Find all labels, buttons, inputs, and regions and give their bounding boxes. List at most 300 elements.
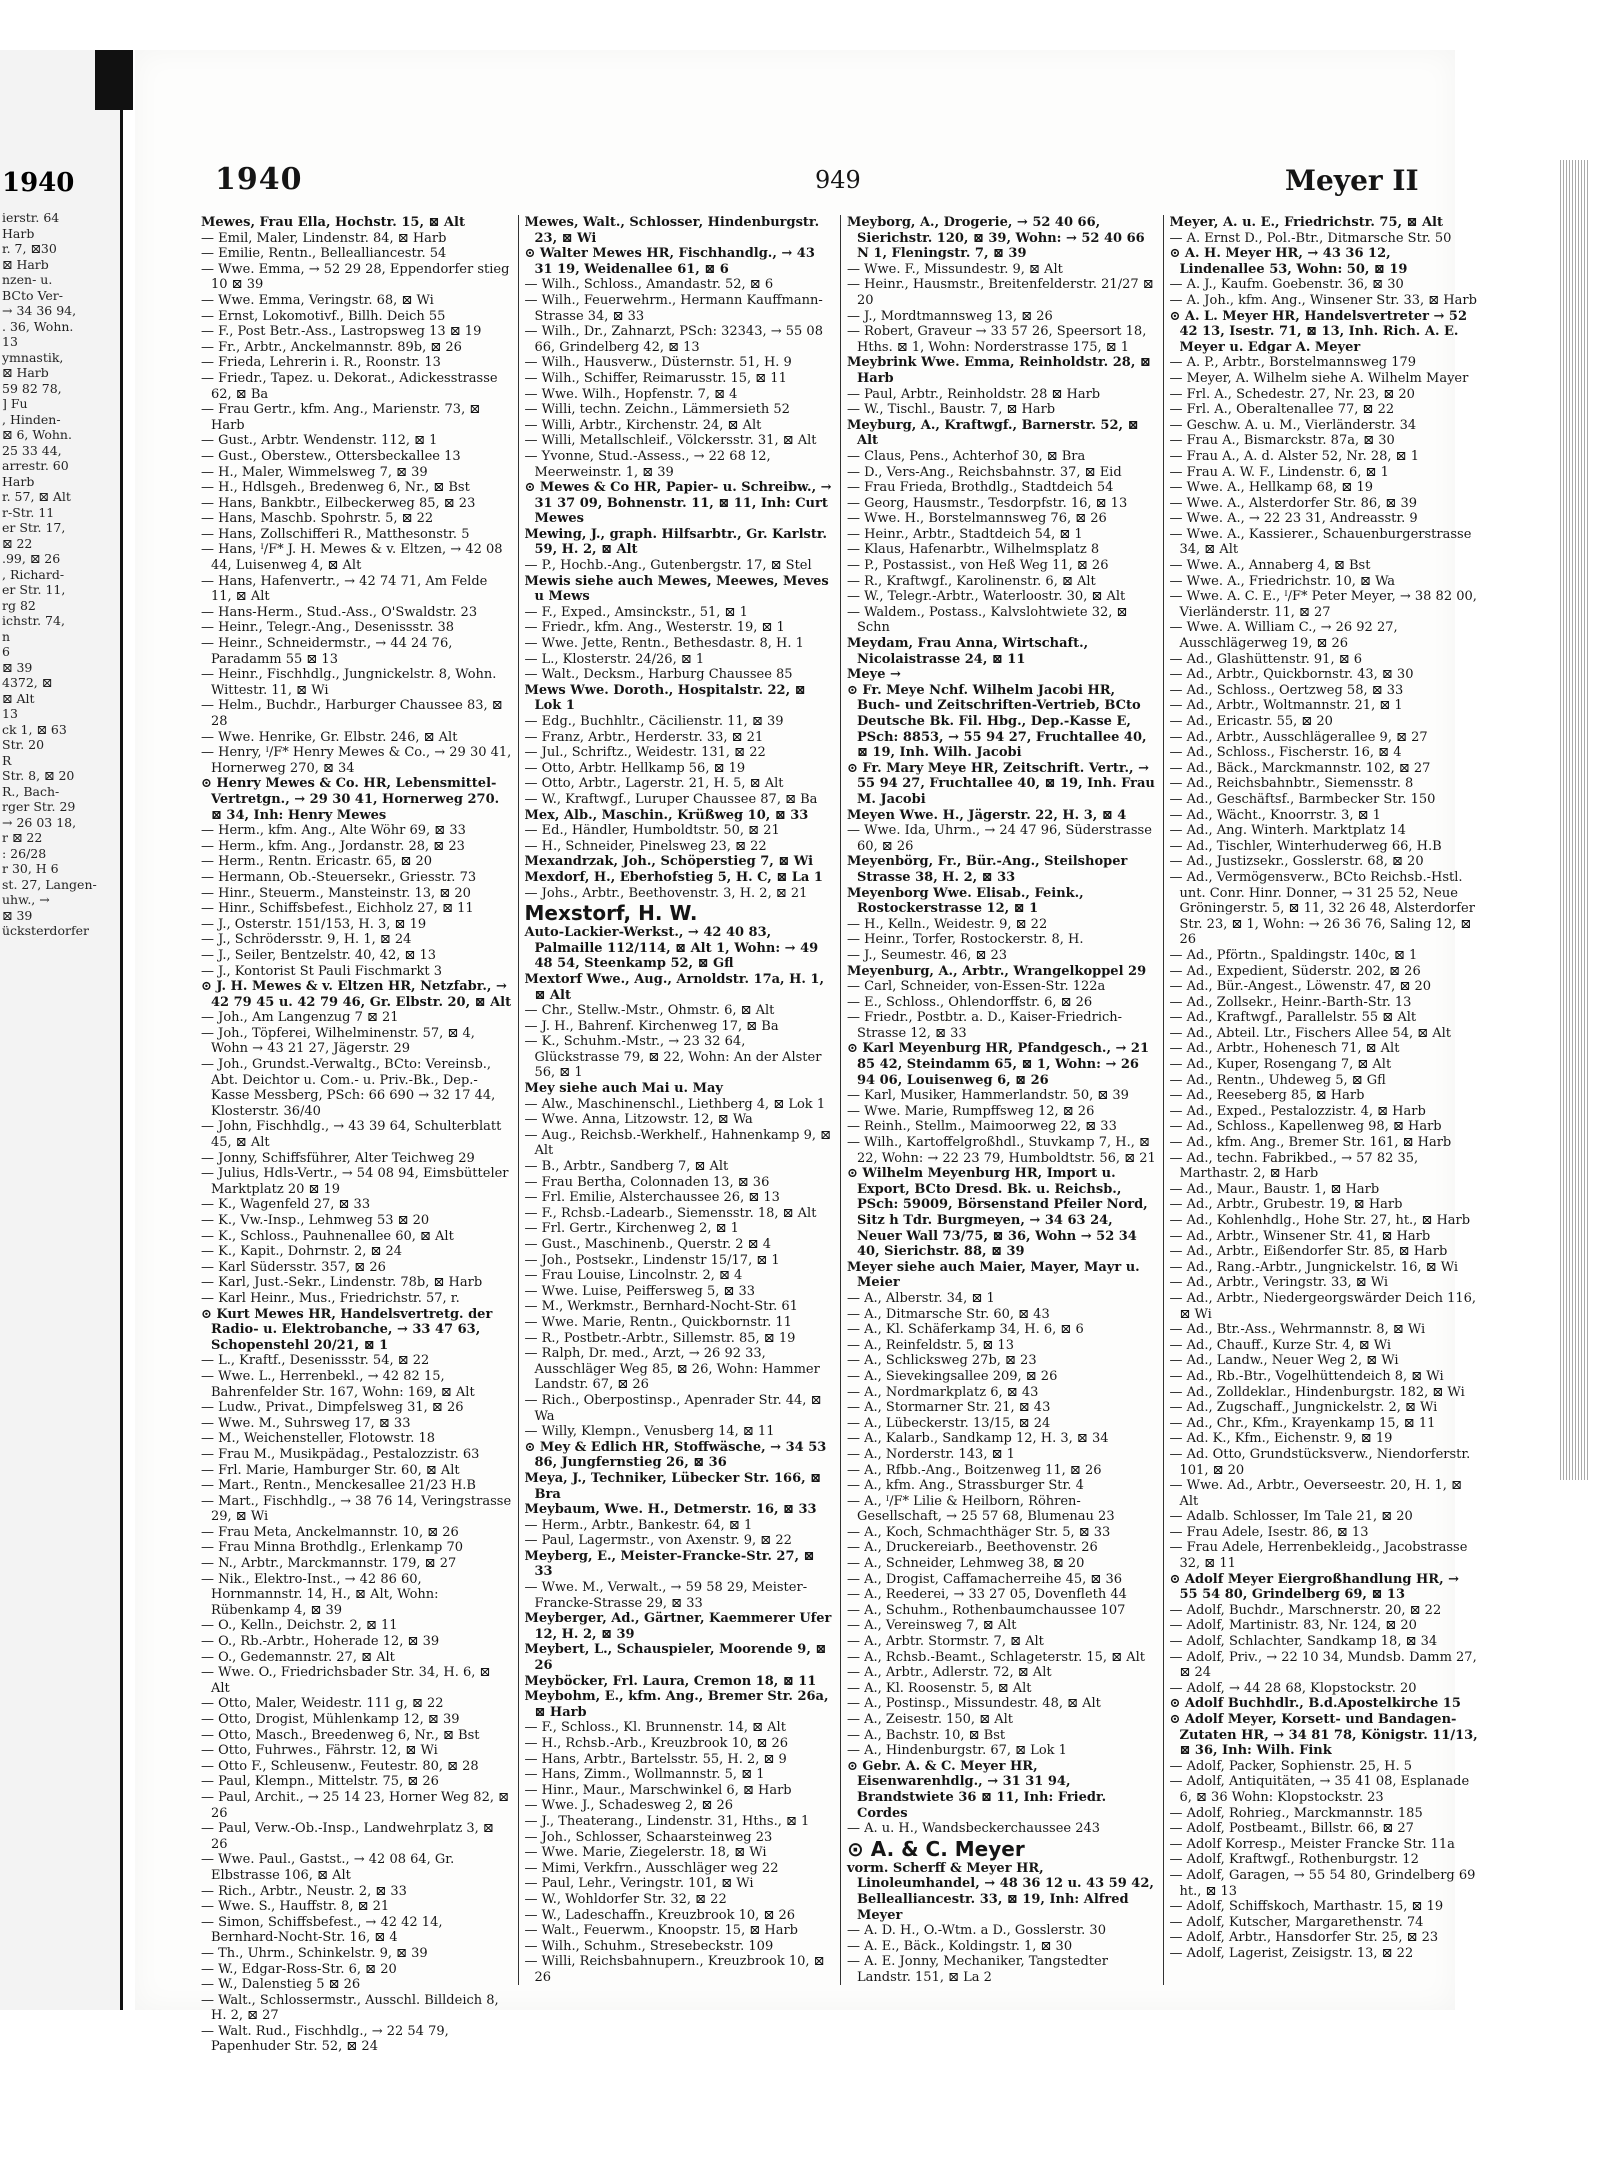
entry-text: Mextorf Wwe., Aug., Arnoldstr. 17a, H. 1, ⊠ Alt (524, 971, 824, 1003)
entry-text: — Yvonne, Stud.-Assess., → 22 68 12, Meerweinstr. 1, ⊠ 39 (524, 448, 771, 480)
directory-entry (1170, 511, 1480, 527)
entry-text: Meydam, Frau Anna, Wirtschaft., Nicolaistrasse 24, ⊠ 11 (847, 636, 1089, 667)
directory-entry (847, 1307, 1157, 1323)
directory-entry (525, 1112, 835, 1128)
directory-entry (525, 605, 835, 621)
directory-entry (201, 620, 512, 636)
entry-text: — Frau Minna Brothdlg., Erlenkamp 70 (201, 1540, 463, 1556)
entry-text: — Joh., Am Langenzug 7 ⊠ 21 (201, 1010, 399, 1026)
entry-text: ⊙ Adolf Meyer, Korsett- und Bandagen-Zutaten HR, → 34 81 78, Königstr. 11/13, ⊠ 36, Inh: Wilh. Fink (1169, 1712, 1478, 1759)
entry-text: — A., Norderstr. 143, ⊠ 1 (847, 1446, 1015, 1462)
directory-entry (201, 1665, 512, 1696)
entry-text: — Otto, Fuhrwes., Fährstr. 12, ⊠ Wi (201, 1743, 438, 1759)
directory-entry (525, 1253, 835, 1269)
left-page-line: 4372, ⊠ (2, 675, 53, 690)
entry-text: — H., Hdlsgeh., Bredenweg 6, Nr., ⊠ Bst (201, 480, 470, 496)
entry-text: — Wwe. Emma, → 52 29 28, Eppendorfer stieg 10 ⊠ 39 (201, 261, 510, 293)
directory-entry (201, 901, 512, 917)
entry-text: — Hermann, Ob.-Steuersekr., Griesstr. 73 (201, 869, 477, 885)
directory-entry (201, 324, 512, 340)
directory-entry (201, 402, 512, 433)
left-page-line: ücksterdorfer (2, 923, 89, 938)
entry-text: — J. H., Bahrenf. Kirchenweg 17, ⊠ Ba (524, 1018, 779, 1034)
directory-entry (1170, 1509, 1480, 1525)
directory-entry (1170, 1010, 1480, 1026)
directory-entry (847, 402, 1157, 418)
directory-entry (847, 1572, 1157, 1588)
directory-entry (1170, 1057, 1480, 1073)
directory-entry (201, 1353, 512, 1369)
directory-entry (1170, 839, 1480, 855)
directory-entry (1170, 309, 1480, 356)
entry-text: — Wilh., Feuerwehrm., Hermann Kauffmann-Strasse 34, ⊠ 33 (524, 292, 823, 324)
entry-text: — K., Kapit., Dohrnstr. 2, ⊠ 24 (201, 1244, 403, 1260)
entry-text: Meyberg, E., Meister-Francke-Str. 27, ⊠ 33 (524, 1548, 815, 1580)
entry-text: ⊙ J. H. Mewes & v. Eltzen HR, Netzfabr., → 42 79 45 u. 42 79 46, Gr. Elbstr. 20, ⊠ Alt (201, 979, 512, 1010)
directory-page (135, 50, 1478, 2055)
entry-text: — Ad., Reichsbahnbtr., Siemensstr. 8 (1169, 776, 1414, 792)
entry-text: — A., Stormarner Str. 21, ⊠ 43 (847, 1400, 1051, 1416)
entry-text: — Adolf, Arbtr., Hansdorfer Str. 25, ⊠ 23 (1169, 1930, 1439, 1946)
directory-entry (525, 1892, 835, 1908)
directory-entry (525, 1346, 835, 1393)
entry-text: — A., Ditmarsche Str. 60, ⊠ 43 (847, 1306, 1050, 1322)
entry-text: — Adolf Korresp., Meister Francke Str. 11a (1169, 1836, 1455, 1852)
entry-text: — Ad., Kraftwgf., Parallelstr. 55 ⊠ Alt (1169, 1010, 1417, 1026)
left-page-line: rger Str. 29 (2, 799, 76, 814)
left-page-line: r ⊠ 22 (2, 830, 43, 845)
entry-text: — Jonny, Schiffsführer, Alter Teichweg 29 (201, 1150, 475, 1166)
directory-entry (201, 1962, 512, 1978)
entry-text: — Ad., Chauff., Kurze Str. 4, ⊠ Wi (1169, 1337, 1392, 1353)
entry-text: — Hinr., Schiffsbefest., Eichholz 27, ⊠ 11 (201, 901, 474, 917)
entry-text: — Adolf, Priv., → 22 10 34, Mundsb. Damm 27, ⊠ 24 (1169, 1649, 1477, 1681)
entry-text: — Walt., Decksm., Harburg Chaussee 85 (524, 667, 793, 683)
directory-entry (847, 808, 1157, 824)
entry-text: — Ad., Arbtr., Quickbornstr. 43, ⊠ 30 (1169, 667, 1414, 683)
entry-text: — F., Exped., Amsinckstr., 51, ⊠ 1 (524, 604, 748, 620)
directory-entry (201, 511, 512, 527)
directory-entry (847, 215, 1157, 262)
directory-entry (201, 698, 512, 729)
directory-entry (1170, 402, 1480, 418)
directory-entry (525, 1939, 835, 1955)
left-page-fragment (0, 50, 123, 2010)
entry-text: — Wwe. Anna, Litzowstr. 12, ⊠ Wa (524, 1112, 753, 1128)
entry-text: — Wwe. Marie, Rumpffsweg 12, ⊠ 26 (847, 1103, 1095, 1119)
entry-text: — A. E., Bäck., Koldingstr. 1, ⊠ 30 (847, 1938, 1073, 1954)
directory-entry (847, 1681, 1157, 1697)
directory-entry (201, 667, 512, 698)
column-4 (1163, 215, 1486, 1985)
directory-entry (847, 1400, 1157, 1416)
entry-text: — A., Schneider, Lehmweg 38, ⊠ 20 (847, 1556, 1085, 1572)
entry-text: — Ad., Expedient, Süderstr. 202, ⊠ 26 (1169, 963, 1421, 979)
entry-text: — Wwe. H., Borstelmannsweg 76, ⊠ 26 (847, 511, 1107, 527)
entry-text: — Heinr., Fischhdlg., Jungnickelstr. 8, Wohn. Wittestr. 11, ⊠ Wi (201, 667, 497, 698)
directory-entry (201, 1197, 512, 1213)
directory-entry (1170, 433, 1480, 449)
left-page-line: ierstr. 64 (2, 210, 60, 225)
entry-text: — M., Weichensteller, Flotowstr. 18 (201, 1431, 436, 1447)
entry-text: — Wilh., Schuhm., Stresebeckstr. 109 (524, 1938, 774, 1954)
directory-entry (847, 262, 1157, 278)
entry-text: — Wwe. A., → 22 23 31, Andreasstr. 9 (1169, 511, 1418, 527)
directory-entry (847, 917, 1157, 933)
entry-text: — Paul, Klempn., Mittelstr. 75, ⊠ 26 (201, 1774, 439, 1790)
entry-text: Meyborg, A., Drogerie, → 52 40 66, Sierichstr. 120, ⊠ 39, Wohn: → 52 40 66 N 1, Fleningstr. 7, ⊠ 39 (847, 215, 1145, 262)
directory-entry (201, 839, 512, 855)
entry-text: — A., Bachstr. 10, ⊠ Bst (847, 1727, 1006, 1743)
left-page-line: ] Fu (2, 396, 28, 411)
directory-entry (525, 1190, 835, 1206)
entry-text: — Ad., Zugschaff., Jungnickelstr. 2, ⊠ Wi (1169, 1400, 1438, 1416)
left-page-line: 25 33 44, (2, 442, 62, 458)
entry-text: — W., Kraftwgf., Luruper Chaussee 87, ⊠ Ba (524, 791, 818, 807)
entry-text: — Hinr., Steuerm., Mansteinstr. 13, ⊠ 20 (201, 885, 471, 901)
entry-text: Mexdorf, H., Eberhofstieg 5, H. C, ⊠ La 1 (524, 869, 823, 885)
directory-entry (847, 511, 1157, 527)
directory-entry (525, 402, 835, 418)
entry-text: — Wwe. O., Friedrichsbader Str. 34, H. 6, ⊠ Alt (201, 1665, 491, 1696)
directory-entry (1170, 1868, 1480, 1899)
entry-text: — Ad., Exped., Pestalozzistr. 4, ⊠ Harb (1169, 1103, 1426, 1119)
left-page-line: ⊠ Harb (2, 256, 49, 272)
entry-text: — Julius, Hdls-Vertr., → 54 08 94, Eimsbütteler Marktplatz 20 ⊠ 19 (201, 1166, 509, 1197)
entry-text: — K., Vw.-Insp., Lehmweg 53 ⊠ 20 (201, 1213, 430, 1228)
entry-text: — Adolf, Schiffskoch, Marthastr. 15, ⊠ 19 (1169, 1899, 1444, 1915)
directory-entry (1170, 449, 1480, 465)
entry-text: — Wwe. A., Annaberg 4, ⊠ Bst (1169, 558, 1371, 574)
entry-text: — Ad., Zollsekr., Heinr.-Barth-Str. 13 (1169, 994, 1412, 1010)
directory-entry (847, 1634, 1157, 1650)
directory-entry (201, 1821, 512, 1852)
entry-text: Mex, Alb., Maschin., Krüßweg 10, ⊠ 33 (524, 807, 809, 823)
entry-text: — Mart., Fischhdlg., → 38 76 14, Veringstrasse 29, ⊠ Wi (201, 1493, 512, 1525)
directory-entry (525, 1689, 835, 1720)
entry-text: ⊙ Wilhelm Meyenburg HR, Import u. Export, BCto Dresd. Bk. u. Reichsb., PSch: 59009, Börsenstand Pfeiler Nord, Sitz h Tdr. Burgmeyen, → 34 63 24, Neuer Wall 73/75, ⊠ 36, Wohn → 52 34 40, Sierichstr. 88, ⊠ 39 (847, 1166, 1148, 1260)
left-page-line: r. 57, ⊠ Alt (2, 489, 71, 504)
entry-text: — A., Druckereiarb., Beethovenstr. 26 (847, 1540, 1098, 1556)
directory-entry (847, 324, 1157, 355)
directory-entry (525, 1097, 835, 1113)
entry-text: — Wwe. J., Schadesweg 2, ⊠ 26 (524, 1798, 734, 1814)
directory-entry (201, 1369, 512, 1400)
directory-entry (201, 340, 512, 356)
entry-text: — Wwe. A., Kassierer., Schauenburgerstrasse 34, ⊠ Alt (1169, 526, 1472, 558)
entry-text: — Henry, ᴵ/F* Henry Mewes & Co., → 29 30 41, Hornerweg 270, ⊠ 34 (201, 745, 512, 776)
entry-text: — Frl. Marie, Hamburger Str. 60, ⊠ Alt (201, 1462, 460, 1478)
entry-text: — Ernst, Lokomotivf., Billh. Deich 55 (201, 308, 446, 324)
entry-text: — Hans, Zimm., Wollmannstr. 5, ⊠ 1 (524, 1767, 765, 1783)
directory-entry (847, 542, 1157, 558)
directory-entry (1170, 1338, 1480, 1354)
entry-text: — Otto, Arbtr., Lagerstr. 21, H. 5, ⊠ Alt (524, 776, 784, 792)
entry-text: — W., Dalenstieg 5 ⊠ 26 (201, 1977, 361, 1993)
left-page-line: R (2, 752, 12, 768)
directory-entry (847, 1369, 1157, 1385)
directory-entry (1170, 620, 1480, 651)
directory-entry (525, 1159, 835, 1175)
directory-entry (1170, 995, 1480, 1011)
directory-entry (847, 1603, 1157, 1619)
directory-entry (525, 683, 835, 714)
directory-entry (201, 1151, 512, 1167)
directory-entry (1170, 1681, 1480, 1697)
directory-entry (1170, 1837, 1480, 1853)
directory-entry (525, 652, 835, 668)
directory-entry (1170, 371, 1480, 387)
left-page-text (2, 210, 97, 939)
entry-text: — Walt. Rud., Fischhdlg., → 22 54 79, Papenhuder Str. 52, ⊠ 24 (201, 2023, 449, 2055)
entry-text: ⊙ A. L. Meyer HR, Handelsvertreter → 52 42 13, Isestr. 71, ⊠ 13, Inh. Rich. A. E. Meyer u. Edgar A. Meyer (1169, 308, 1467, 355)
entry-text: — O., Kelln., Deichstr. 2, ⊠ 11 (201, 1618, 398, 1634)
directory-entry (201, 1291, 512, 1307)
directory-entry (1170, 761, 1480, 777)
directory-entry (1170, 1774, 1480, 1805)
directory-entry (201, 480, 512, 496)
directory-entry (1170, 1275, 1480, 1291)
directory-entry (201, 1977, 512, 1993)
directory-entry (525, 1393, 835, 1424)
entry-text: — F., Post Betr.-Ass., Lastropsweg 13 ⊠ 19 (201, 324, 482, 340)
entry-text: — Chr., Stellw.-Mstr., Ohmstr. 6, ⊠ Alt (524, 1003, 775, 1019)
left-page-line: ⊠ 39 (2, 907, 33, 923)
directory-entry (525, 792, 835, 808)
directory-entry (847, 496, 1157, 512)
directory-entry (847, 1291, 1157, 1307)
directory-entry (525, 1081, 835, 1097)
entry-text: — A., ᴵ/F* Lilie & Heilborn, Röhren-Gesellschaft, → 25 57 68, Blumenau 23 (847, 1493, 1115, 1525)
left-page-line: arrestr. 60 (2, 458, 69, 473)
directory-entry (201, 1525, 512, 1541)
entry-text: — A., Schuhm., Rothenbaumchaussee 107 (847, 1602, 1126, 1618)
entry-text: — Mart., Rentn., Menckesallee 21/23 H.B (201, 1478, 476, 1494)
directory-entry (1170, 465, 1480, 481)
directory-entry (1170, 1712, 1480, 1759)
directory-entry (525, 1580, 835, 1611)
directory-entry (847, 1338, 1157, 1354)
entry-text: — Ad., Schloss., Kapellenweg 98, ⊠ Harb (1169, 1119, 1442, 1135)
directory-entry (847, 1712, 1157, 1728)
entry-text: — Helm., Buchdr., Harburger Chaussee 83, ⊠ 28 (201, 698, 503, 729)
directory-entry (1170, 574, 1480, 590)
directory-entry (525, 277, 835, 293)
directory-entry (847, 1759, 1157, 1821)
directory-entry (847, 683, 1157, 761)
directory-entry (525, 1019, 835, 1035)
directory-entry (525, 293, 835, 324)
entry-text: — Wwe. F., Missundestr. 9, ⊠ Alt (847, 261, 1063, 277)
left-page-line: .99, ⊠ 26 (2, 551, 61, 566)
left-page-year: 1940 (2, 168, 75, 198)
directory-entry (1170, 1821, 1480, 1837)
directory-entry (201, 1478, 512, 1494)
directory-entry (525, 1315, 835, 1331)
directory-entry (525, 1767, 835, 1783)
entry-text: Meya, J., Techniker, Lübecker Str. 166, ⊠ Bra (524, 1470, 822, 1502)
entry-text: — Karl, Just.-Sekr., Lindenstr. 78b, ⊠ Harb (201, 1275, 483, 1291)
directory-entry (847, 1447, 1157, 1463)
entry-text: — Paul, Verw.-Ob.-Insp., Landwehrplatz 3, ⊠ 26 (201, 1821, 494, 1852)
entry-text: — Ad., Abteil. Ltr., Fischers Allee 54, ⊠ Alt (1169, 1025, 1452, 1041)
directory-entry (525, 870, 835, 886)
directory-entry (847, 1525, 1157, 1541)
directory-entry (847, 1923, 1157, 1939)
entry-text: — Ad., Arbtr., Winsener Str. 41, ⊠ Harb (1169, 1228, 1431, 1244)
entry-text: — Robert, Graveur → 33 57 26, Speersort 18, Hths. ⊠ 1, Wohn: Norderstrasse 175, ⊠ 1 (847, 324, 1147, 355)
left-page-line: → 26 03 18, (2, 814, 77, 830)
directory-entry (525, 1518, 835, 1534)
left-page-line: R., Bach- (2, 783, 60, 799)
entry-text: — E., Schloss., Ohlendorffstr. 6, ⊠ 26 (847, 994, 1093, 1010)
entry-text: — Walt., Schlossermstr., Ausschl. Billdeich 8, H. 2, ⊠ 27 (201, 1992, 499, 2024)
entry-text: — J., Mordtmannsweg 13, ⊠ 26 (847, 308, 1053, 324)
entry-text: — Frl. A., Oberaltenallee 77, ⊠ 22 (1169, 402, 1395, 418)
entry-text: Mexandrzak, Joh., Schöperstieg 7, ⊠ Wi (524, 854, 814, 870)
directory-entry (1170, 1431, 1480, 1447)
directory-entry (201, 542, 512, 573)
entry-text: — Willi, Metallschleif., Völckersstr. 31, ⊠ Alt (524, 433, 817, 449)
entry-text: — Adolf, Packer, Sophienstr. 25, H. 5 (1169, 1758, 1413, 1774)
directory-entry (1170, 683, 1480, 699)
entry-text: Auto-Lackier-Werkst., → 42 40 83, Palmaille 112/114, ⊠ Alt 1, Wohn: → 49 48 54, Steenkamp 52, ⊠ Gfl (524, 925, 819, 972)
directory-entry (201, 1119, 512, 1150)
entry-text: — Willi, techn. Zeichn., Lämmersieth 52 (524, 402, 790, 418)
directory-entry (847, 605, 1157, 636)
entry-text: — Wwe. Paul., Gastst., → 42 08 64, Gr. Elbstrasse 106, ⊠ Alt (201, 1852, 455, 1883)
entry-text: — A. J., Kaufm. Goebenstr. 36, ⊠ 30 (1169, 277, 1404, 293)
directory-entry (1170, 1478, 1480, 1509)
entry-text: — Wwe. M., Verwalt., → 59 58 29, Meister-Francke-Strasse 29, ⊠ 33 (524, 1580, 808, 1611)
entry-text: — A., Arbtr. Stormstr. 7, ⊠ Alt (847, 1634, 1044, 1650)
directory-entry (201, 1993, 512, 2024)
directory-entry (1170, 1213, 1480, 1229)
entry-text: — A. P., Arbtr., Borstelmannsweg 179 (1169, 355, 1417, 371)
directory-entry (847, 1088, 1157, 1104)
entry-text: — Ad., Arbtr., Eißendorfer Str. 85, ⊠ Harb (1169, 1244, 1448, 1260)
directory-entry (1170, 1634, 1480, 1650)
directory-entry (847, 1135, 1157, 1166)
entry-text: — Paul, Lagermstr., von Axenstr. 9, ⊠ 22 (524, 1533, 792, 1549)
directory-entry (847, 480, 1157, 496)
entry-text: Meyen Wwe. H., Jägerstr. 22, H. 3, ⊠ 4 (847, 807, 1127, 823)
directory-entry (525, 901, 835, 925)
directory-entry (1170, 1229, 1480, 1245)
entry-text: — Herm., kfm. Ang., Jordanstr. 28, ⊠ 23 (201, 838, 465, 854)
entry-text: — Willy, Klempn., Venusberg 14, ⊠ 11 (524, 1424, 775, 1440)
entry-text: — Wwe. Marie, Rentn., Quickbornstr. 11 (524, 1314, 792, 1330)
directory-entry (1170, 293, 1480, 309)
entry-text: — Adolf, Antiquitäten, → 35 41 08, Esplanade 6, ⊠ 36 Wohn: Klopstockstr. 23 (1169, 1774, 1470, 1805)
directory-entry (525, 1206, 835, 1222)
directory-entry (847, 995, 1157, 1011)
directory-entry (1170, 1447, 1480, 1478)
left-page-line: st. 27, Langen- (2, 876, 97, 892)
entry-text: — Adolf, Buchdr., Marschnerstr. 20, ⊠ 22 (1169, 1602, 1442, 1618)
entry-text: — Willi, Reichsbahnupern., Kreuzbrook 10, ⊠ 26 (524, 1954, 825, 1985)
directory-entry (1170, 1073, 1480, 1089)
directory-entry (201, 1463, 512, 1479)
directory-entry (847, 667, 1157, 683)
entry-text: — Frau Louise, Lincolnstr. 2, ⊠ 4 (524, 1268, 743, 1284)
entry-text: — Heinr., Torfer, Rostockerstr. 8, H. (847, 932, 1084, 948)
entry-text: — W., Tischl., Baustr. 7, ⊠ Harb (847, 402, 1056, 418)
entry-text: — Hans, Maschb. Spohrstr. 5, ⊠ 22 (201, 511, 434, 527)
directory-entry (525, 1861, 835, 1877)
directory-entry (525, 1237, 835, 1253)
directory-entry (1170, 215, 1480, 231)
entry-text: — Gust., Oberstew., Ottersbeckallee 13 (201, 448, 461, 464)
directory-entry (201, 1540, 512, 1556)
directory-entry (201, 932, 512, 948)
entry-text: — Joh., Schlosser, Schaarsteinweg 23 (524, 1829, 773, 1845)
entry-text: — Ad., kfm. Ang., Bremer Str. 161, ⊠ Harb (1169, 1135, 1452, 1151)
directory-entry (201, 964, 512, 980)
entry-text: — P., Postassist., von Heß Weg 11, ⊠ 26 (847, 558, 1109, 574)
entry-text: Meyböcker, Frl. Laura, Cremon 18, ⊠ 11 (524, 1673, 817, 1689)
entry-text: — F., Rchsb.-Ladearb., Siemensstr. 18, ⊠ Alt (524, 1205, 817, 1221)
entry-text: Meyer siehe auch Maier, Mayer, Mayr u. Meier (847, 1259, 1140, 1291)
entry-text: — Heinr., Hausmstr., Breitenfelderstr. 21/27 ⊠ 20 (847, 277, 1154, 308)
page-number: 949 (815, 166, 861, 194)
entry-text: — Frau Meta, Anckelmannstr. 10, ⊠ 26 (201, 1524, 459, 1540)
directory-entry (1170, 776, 1480, 792)
entry-text: — Waldem., Postass., Kalvslohtwiete 32, ⊠ Schn (847, 604, 1128, 636)
entry-text: — Hans, Zollschifferi R., Matthesonstr. 5 (201, 526, 470, 542)
directory-entry (1170, 1088, 1480, 1104)
entry-text: — R., Postbetr.-Arbtr., Sillemstr. 85, ⊠ 19 (524, 1330, 796, 1346)
directory-entry (525, 355, 835, 371)
entry-text: — Karl Heinr., Mus., Friedrichstr. 57, r. (201, 1290, 460, 1306)
directory-entry (201, 745, 512, 776)
entry-text: — Ad., Ericastr. 55, ⊠ 20 (1169, 714, 1333, 729)
entry-text: — K., Wagenfeld 27, ⊠ 33 (201, 1197, 371, 1213)
entry-text: — W., Telegr.-Arbtr., Waterloostr. 30, ⊠ Alt (847, 589, 1126, 605)
directory-entry (1170, 1119, 1480, 1135)
directory-entry (1170, 1400, 1480, 1416)
directory-entry (201, 1884, 512, 1900)
entry-text: — H., Maler, Wimmelsweg 7, ⊠ 39 (201, 464, 428, 480)
directory-entry (525, 246, 835, 277)
directory-entry (201, 1774, 512, 1790)
left-page-line: → 34 36 94, (2, 303, 77, 318)
entry-text: — Emil, Maler, Lindenstr. 84, ⊠ Harb (201, 230, 447, 246)
directory-entry (201, 1634, 512, 1650)
directory-entry (1170, 480, 1480, 496)
left-page-line: ⊠ Harb (2, 365, 49, 380)
directory-entry (201, 1899, 512, 1915)
entry-text: — A., Reederei, → 33 27 05, Dovenfleth 44 (847, 1587, 1127, 1603)
directory-entry (847, 589, 1157, 605)
left-page-line: er Str. 11, (2, 582, 66, 597)
entry-text: — Frieda, Lehrerin i. R., Roonstr. 13 (201, 355, 441, 371)
directory-entry (525, 433, 835, 449)
entry-text: — Wwe. A., Alsterdorfer Str. 86, ⊠ 39 (1169, 495, 1417, 511)
directory-entry (847, 761, 1157, 808)
directory-entry (201, 574, 512, 605)
directory-entry (201, 215, 512, 231)
entry-text: — Wilh., Kartoffelgroßhdl., Stuvkamp 7, H., ⊠ 22, Wohn: → 22 23 79, Humboldtstr. 56, ⊠ 21 (847, 1135, 1156, 1166)
entry-text: Meyenburg, A., Arbtr., Wrangelkoppel 29 (847, 963, 1147, 979)
entry-text: — F., Schloss., Kl. Brunnenstr. 14, ⊠ Alt (524, 1720, 786, 1736)
entry-text: — Adolf, Kraftwgf., Rothenburgstr. 12 (1169, 1852, 1419, 1868)
directory-entry (525, 371, 835, 387)
left-page-line: ⊠ Alt (2, 690, 35, 706)
entry-text: — Ed., Händler, Humboldtstr. 50, ⊠ 21 (524, 823, 780, 839)
entry-text: — O., Gedemannstr. 27, ⊠ Alt (201, 1649, 395, 1665)
entry-text: — Ad., Glashüttenstr. 91, ⊠ 6 (1169, 651, 1363, 667)
